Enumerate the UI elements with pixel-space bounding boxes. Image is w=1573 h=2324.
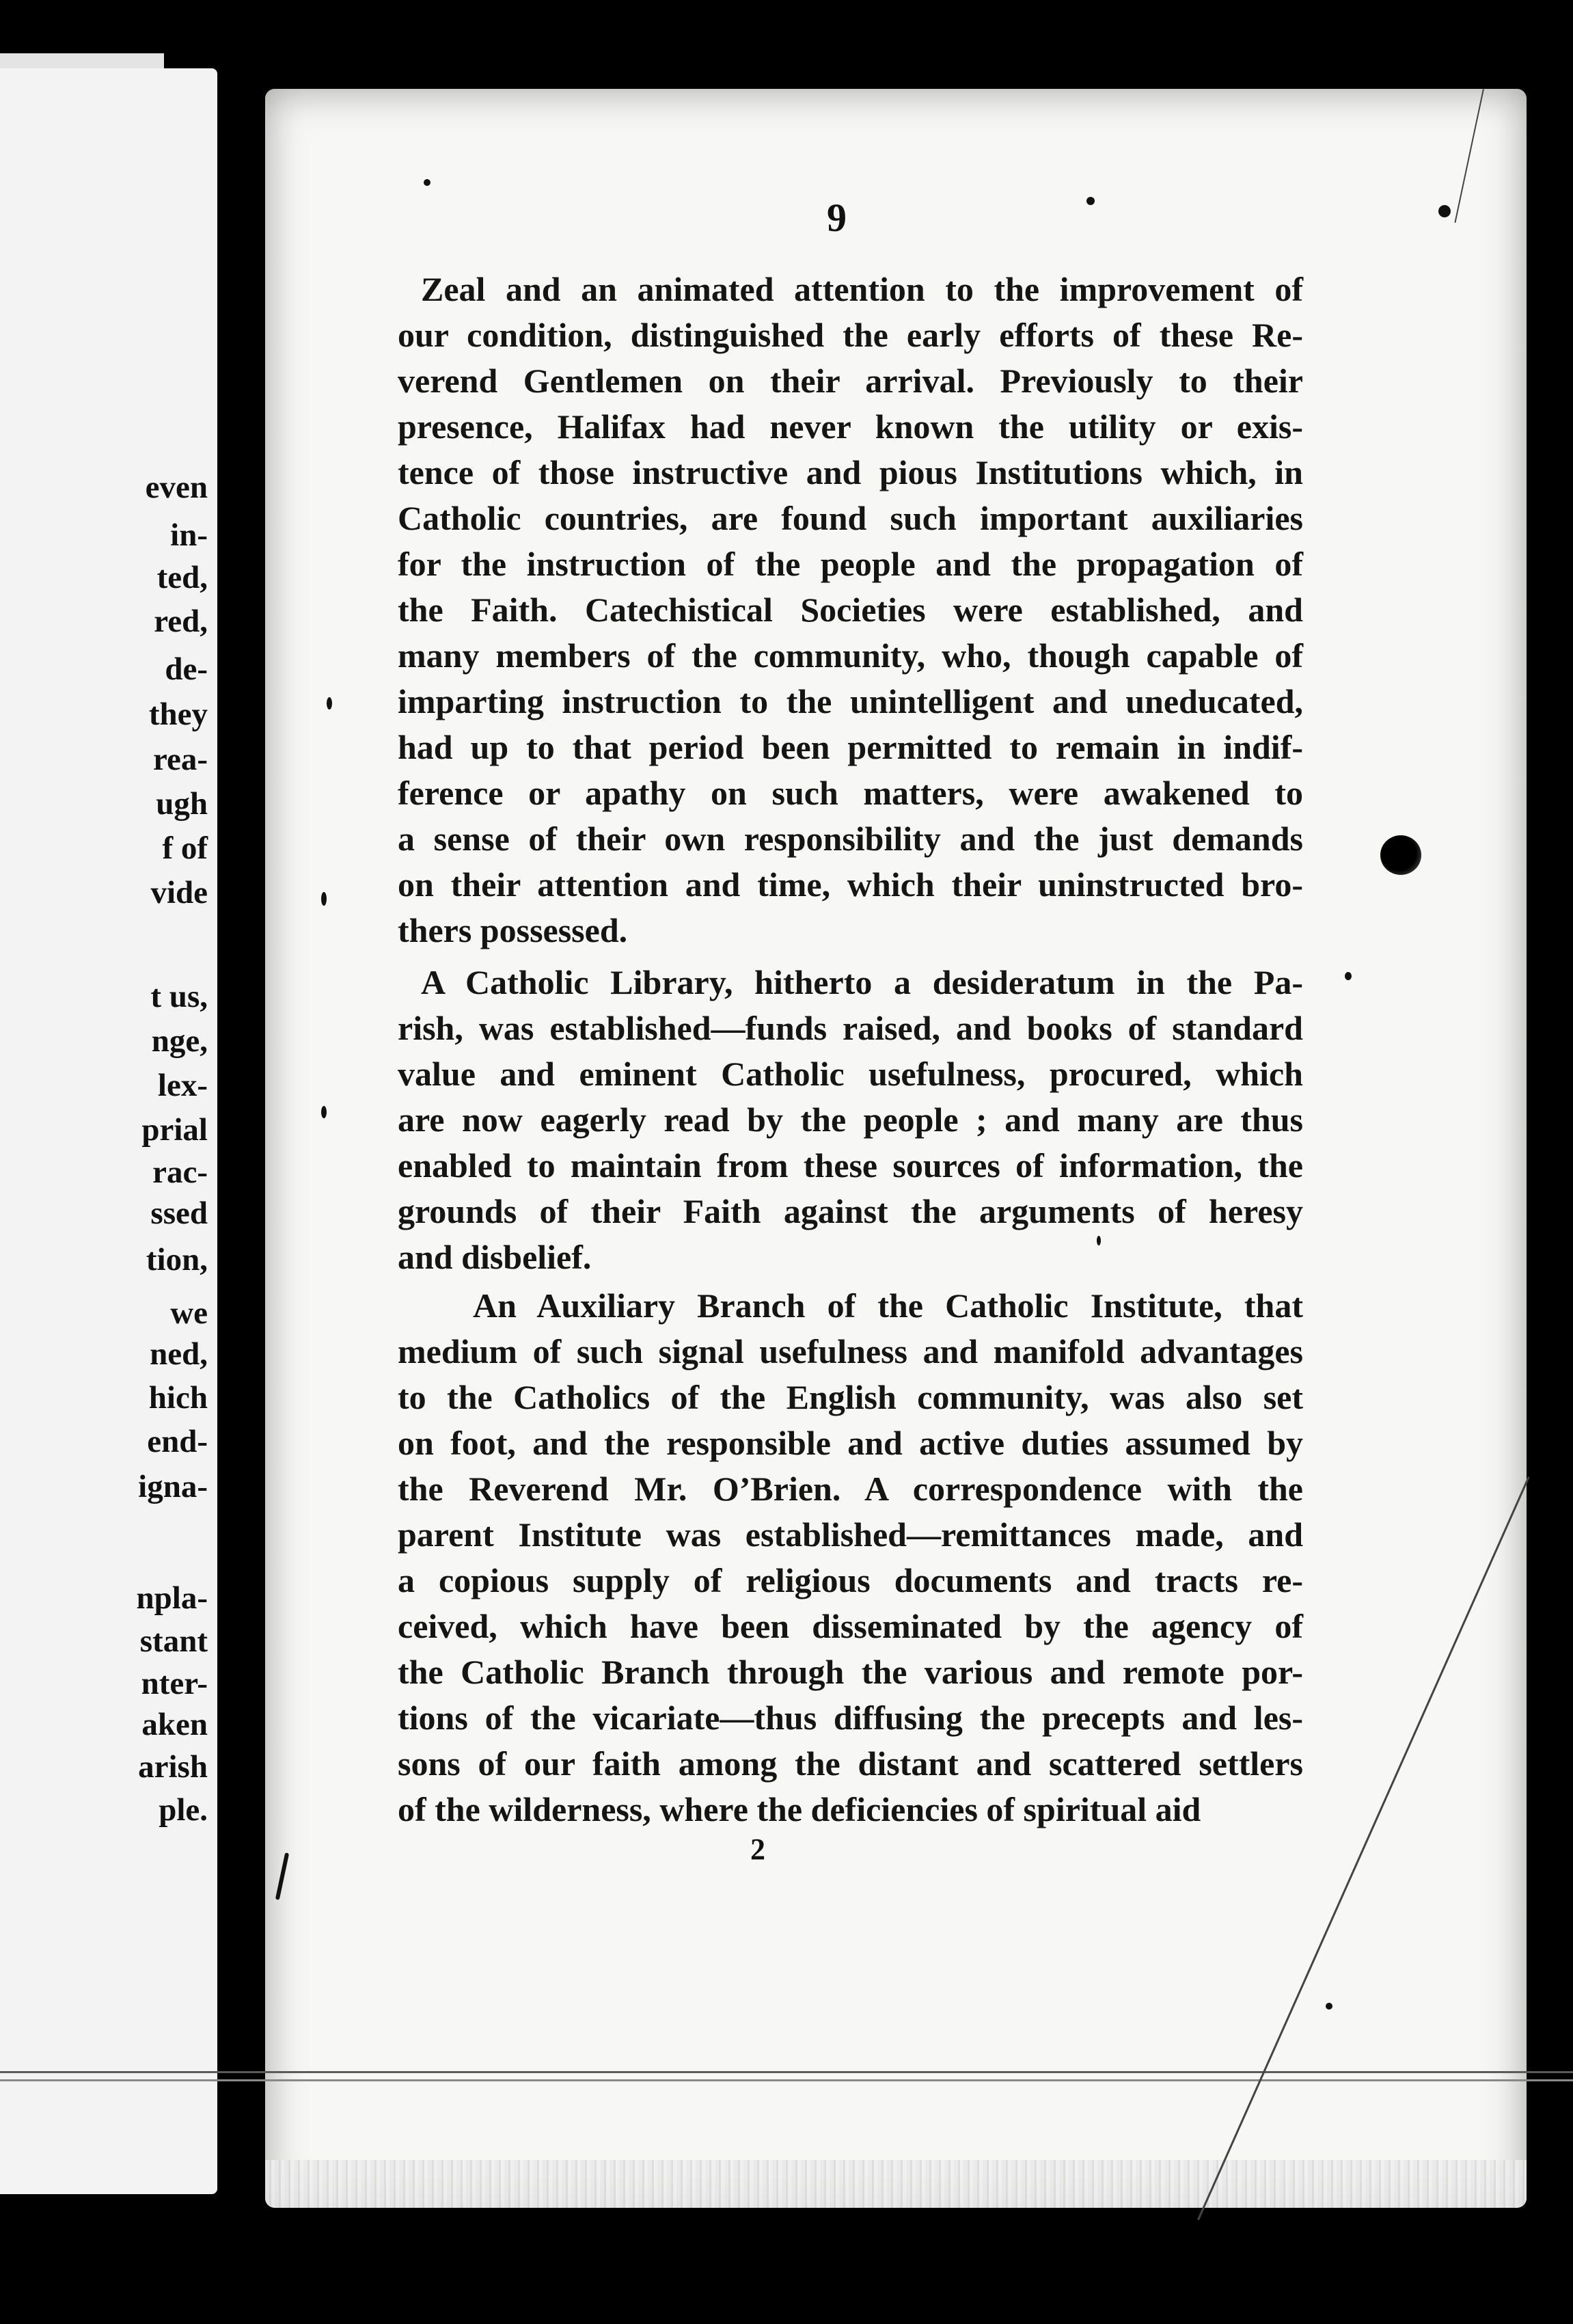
text-line: ference or apathy on such matters, were awakened to (398, 774, 1303, 812)
text-line: for the instruction of the people and the propagation of (398, 545, 1303, 583)
text-line: our condition, distinguished the early efforts of these Re- (398, 316, 1303, 354)
text-line: the Faith. Catechistical Societies were established, and (398, 591, 1303, 629)
left-page-word-fragment: lex- (157, 1068, 208, 1103)
text-line: grounds of their Faith against the arguments of heresy (398, 1192, 1303, 1230)
text-line: tence of those instructive and pious Institutions which, in (398, 453, 1303, 491)
left-page-edge (0, 53, 164, 68)
text-line: and disbelief. (398, 1238, 592, 1276)
paragraph-3 (398, 1283, 1303, 1833)
text-line: verend Gentlemen on their arrival. Previously to their (398, 362, 1303, 400)
text-line: many members of the community, who, though capable of (398, 636, 1303, 675)
left-page-word-fragment: tion, (146, 1242, 208, 1278)
ink-speck (1438, 205, 1451, 217)
left-page-word-fragment: ned, (150, 1336, 208, 1372)
ink-speck (327, 697, 332, 710)
text-line: a copious supply of religious documents and tracts re- (398, 1561, 1303, 1599)
page-number: 9 (827, 195, 847, 240)
ink-speck (321, 892, 327, 906)
ink-speck (424, 179, 430, 186)
text-line: a sense of their own responsibility and the just demands (398, 820, 1303, 858)
left-page-word-fragment: ssed (150, 1195, 208, 1231)
left-page-word-fragment: red, (154, 604, 208, 639)
left-page-word-fragment: prial (141, 1112, 208, 1148)
text-line: to the Catholics of the English community, was also set (398, 1378, 1303, 1416)
left-page-word-fragment: nge, (151, 1023, 208, 1059)
text-line: the Catholic Branch through the various and remote por- (398, 1653, 1303, 1691)
text-line: A Catholic Library, hitherto a desideratum in the Pa- (421, 963, 1303, 1001)
left-page-word-fragment: even (145, 470, 208, 505)
scan-rule-line-secondary (0, 2079, 1573, 2081)
left-page-word-fragment: rac- (152, 1154, 208, 1190)
text-line: rish, was established—funds raised, and books of standard (398, 1009, 1303, 1047)
left-page-word-fragment: arish (138, 1749, 208, 1785)
signature-mark: 2 (750, 1833, 765, 1866)
text-line: on foot, and the responsible and active duties assumed by (398, 1424, 1303, 1462)
paragraph-2 (398, 960, 1303, 1280)
text-line: presence, Halifax had never known the utility or exis- (398, 407, 1303, 446)
text-line: ceived, which have been disseminated by the agency of (398, 1607, 1303, 1645)
left-page-fragment (0, 68, 217, 2194)
left-page-word-fragment: they (148, 697, 208, 732)
left-page-word-fragment: hich (148, 1380, 208, 1416)
left-page-word-fragment: we (170, 1295, 208, 1331)
left-page-word-fragment: vide (150, 875, 208, 910)
ink-speck (321, 1106, 327, 1118)
paragraph-1 (398, 267, 1303, 954)
text-line: Catholic countries, are found such important auxiliaries (398, 499, 1303, 537)
left-page-word-fragment: stant (139, 1623, 208, 1659)
left-page-word-fragment: ple. (159, 1792, 208, 1828)
ink-speck (1086, 197, 1095, 205)
text-line: on their attention and time, which their uninstructed bro- (398, 865, 1303, 904)
left-page-word-fragment: aken (141, 1707, 208, 1742)
page-bottom-margin (265, 2160, 1527, 2208)
left-page-word-fragment: ugh (156, 786, 208, 822)
scan-rule-line (0, 2071, 1573, 2073)
left-page-word-fragment: f of (162, 830, 208, 866)
text-line: sons of our faith among the distant and scattered settlers (398, 1744, 1303, 1783)
text-line: enabled to maintain from these sources of information, the (398, 1146, 1303, 1185)
left-page-word-fragment: rea- (152, 742, 208, 777)
text-line: of the wilderness, where the deficiencies of spiritual aid (398, 1790, 1201, 1828)
left-page-word-fragment: in- (170, 517, 208, 553)
left-page-word-fragment: end- (147, 1424, 208, 1459)
ink-speck (1345, 972, 1352, 980)
text-line: parent Institute was established—remittances made, and (398, 1515, 1303, 1554)
ink-speck (1326, 2003, 1332, 2010)
left-page-word-fragment: ted, (156, 560, 208, 595)
left-page-word-fragment: t us, (150, 979, 208, 1014)
text-line: Zeal and an animated attention to the improvement of (421, 270, 1303, 308)
left-page-word-fragment: de- (165, 651, 208, 687)
ink-speck (1097, 1236, 1101, 1245)
ink-blot (1380, 835, 1421, 875)
text-line: medium of such signal usefulness and manifold advantages (398, 1332, 1303, 1370)
text-line: An Auxiliary Branch of the Catholic Institute, that (473, 1286, 1303, 1325)
text-line: tions of the vicariate—thus diffusing the precepts and les- (398, 1699, 1303, 1737)
text-line: the Reverend Mr. O’Brien. A correspondence with the (398, 1470, 1303, 1508)
left-page-word-fragment: igna- (138, 1469, 208, 1504)
text-line: had up to that period been permitted to remain in indif- (398, 728, 1303, 766)
text-line: imparting instruction to the unintelligent and uneducated, (398, 682, 1303, 720)
text-line: value and eminent Catholic usefulness, procured, which (398, 1055, 1303, 1093)
left-page-word-fragment: npla- (136, 1580, 208, 1616)
text-line: are now eagerly read by the people ; and many are thus (398, 1100, 1303, 1139)
text-line: thers possessed. (398, 911, 628, 949)
left-page-word-fragment: nter- (141, 1666, 208, 1701)
